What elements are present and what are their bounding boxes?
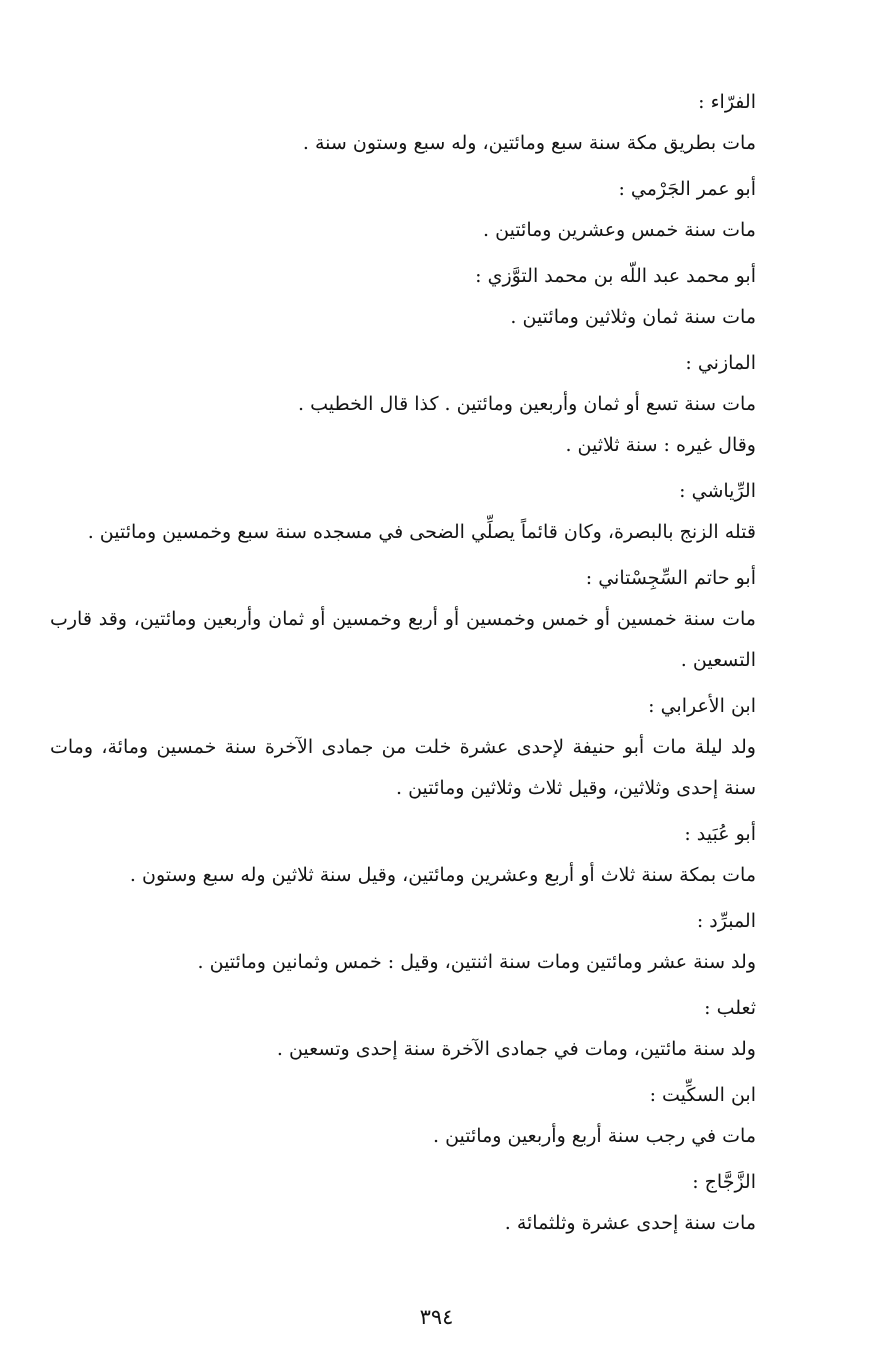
entry-name: أبو عُبَيد : (684, 823, 756, 845)
entry-text: قتله الزنج بالبصرة، وكان قائماً يصلِّي الضحى في مسجده سنة سبع وخمسين ومائتين . (87, 521, 756, 543)
entry-text: مات في رجب سنة أربع وأربعين ومائتين . (433, 1125, 756, 1147)
entry-text: مات سنة ثمان وثلاثين ومائتين . (510, 306, 756, 328)
entry-riyashi (50, 471, 756, 553)
entry-text: مات سنة خمسين أو خمس وخمسين أو أربع وخمسين أو ثمان وأربعين ومائتين، وقد قارب التسعين . (50, 608, 756, 671)
entry-ibn-sikkit (50, 1075, 756, 1157)
entry-name: الرِّياشي : (679, 480, 756, 502)
entry-text: وقال غيره : سنة ثلاثين . (565, 434, 756, 456)
entry-name: الفرّاء : (698, 91, 756, 113)
entry-text: مات بمكة سنة ثلاث أو أربع وعشرين ومائتين، وقيل سنة ثلاثين وله سبع وستون . (129, 864, 756, 886)
entry-name: الزَّجَّاج : (692, 1171, 756, 1193)
entry-mubarrad (50, 901, 756, 983)
entry-mazini (50, 343, 756, 466)
entry-thalab (50, 988, 756, 1070)
entry-ibn-arabi (50, 686, 756, 809)
entry-text: ولد سنة عشر ومائتين ومات سنة اثنتين، وقيل : خمس وثمانين ومائتين . (197, 951, 756, 973)
entry-jarmi (50, 169, 756, 251)
entry-name: المبرِّد : (696, 910, 756, 932)
entry-abu-ubayd (50, 814, 756, 896)
page-number: ٣٩٤ (419, 1305, 454, 1329)
entry-name: المازني : (685, 352, 756, 374)
entry-name: ثعلب : (704, 997, 756, 1019)
page-body (50, 82, 756, 1244)
entry-text: مات بطريق مكة سنة سبع ومائتين، وله سبع وستون سنة . (302, 132, 756, 154)
entry-text: مات سنة تسع أو ثمان وأربعين ومائتين . كذا قال الخطيب . (298, 393, 756, 415)
entry-name: ابن السكِّيت : (649, 1084, 756, 1106)
entry-text: مات سنة خمس وعشرين ومائتين . (483, 219, 756, 241)
entry-name: أبو عمر الجَرْمي : (618, 178, 756, 200)
entry-zajjaj (50, 1162, 756, 1244)
entry-sijistani (50, 558, 756, 681)
entry-text: ولد سنة مائتين، ومات في جمادى الآخرة سنة إحدى وتسعين . (276, 1038, 756, 1060)
entry-name: أبو حاتم السِّجِسْتاني : (585, 567, 756, 589)
entry-farra (50, 82, 756, 164)
entry-text: مات سنة إحدى عشرة وثلثمائة . (504, 1212, 756, 1234)
entry-tawwazi (50, 256, 756, 338)
entry-text: ولد ليلة مات أبو حنيفة لإحدى عشرة خلت من جمادى الآخرة سنة خمسين ومائة، ومات سنة إحدى وثلاثين، وقيل ثلاث وثلاثين ومائتين . (50, 736, 756, 799)
entry-name: أبو محمد عبد اللّه بن محمد التوَّزي : (475, 265, 756, 287)
entry-name: ابن الأعرابي : (648, 695, 756, 717)
